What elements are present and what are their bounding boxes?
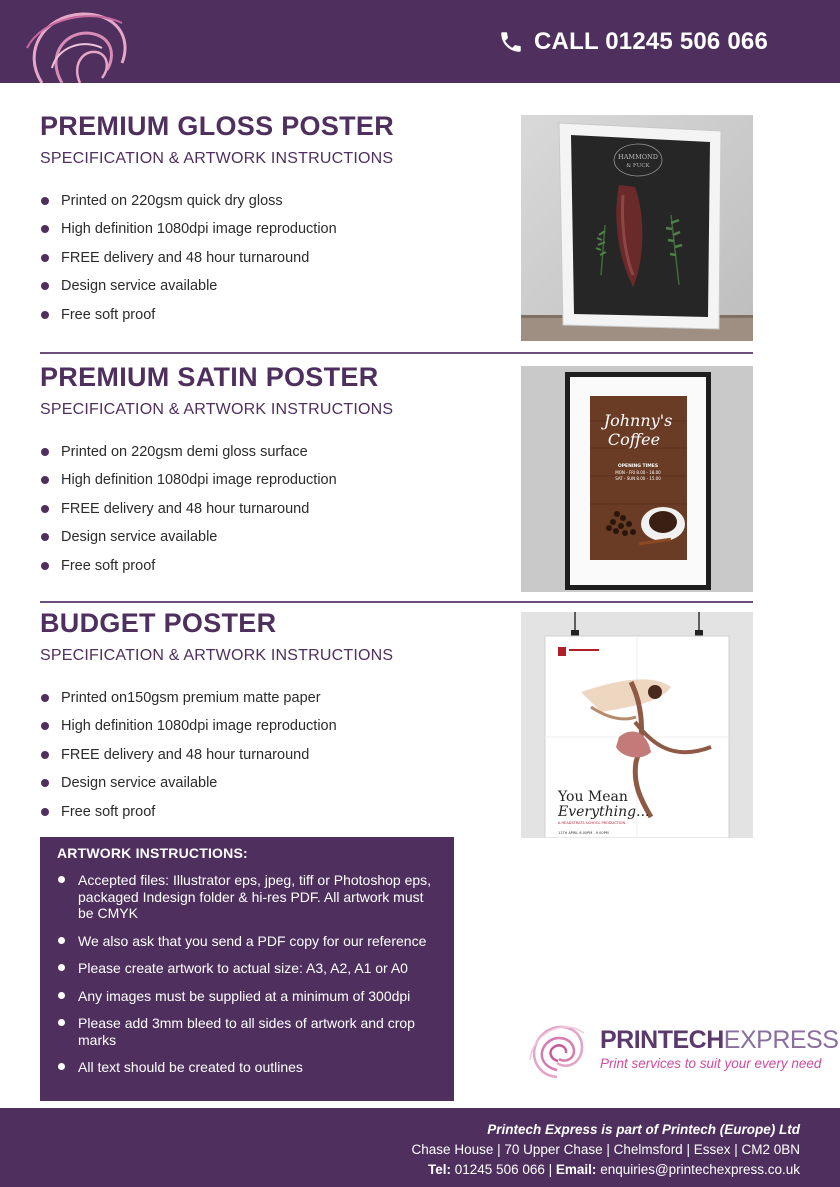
list-item: Accepted files: Illustrator eps, jpeg, tiff or Photoshop eps, packaged Indesign folder & hi-res PDF. All artwork must be CMYK: [78, 872, 442, 922]
header-bar: [0, 0, 840, 83]
printech-logo: [522, 1015, 839, 1085]
artwork-heading: ARTWORK INSTRUCTIONS:: [57, 845, 248, 861]
budget-tagline: A HEADSTRATS SCHOOL PRODUCTION: [558, 821, 626, 825]
gloss-brand-1: HAMMOND: [618, 153, 658, 161]
section-subtitle: SPECIFICATION & ARTWORK INSTRUCTIONS: [40, 401, 394, 418]
list-item: Printed on 220gsm quick dry gloss: [40, 192, 460, 220]
list-item: Design service available: [40, 277, 460, 305]
list-item: Free soft proof: [40, 306, 460, 334]
phone-icon: [498, 29, 524, 55]
budget-footer: 11TH APRIL 6.00PM - 9.00PM: [558, 831, 609, 835]
list-item: Printed on150gsm premium matte paper: [40, 689, 460, 717]
satin-hours-1: MON - FRI 8.00 - 18.00: [615, 470, 661, 475]
section-subtitle: SPECIFICATION & ARTWORK INSTRUCTIONS: [40, 647, 394, 664]
spec-list: [40, 689, 460, 831]
section-title: PREMIUM SATIN POSTER: [40, 362, 379, 392]
list-item: FREE delivery and 48 hour turnaround: [40, 249, 460, 277]
footer-address: Chase House | 70 Upper Chase | Chelmsford | Essex | CM2 0BN: [411, 1142, 800, 1157]
budget-poster-image: [521, 612, 753, 838]
list-item: FREE delivery and 48 hour turnaround: [40, 746, 460, 774]
budget-headline-2: Everything...: [558, 804, 650, 820]
footer-company-line: Printech Express is part of Printech (Europe) Ltd: [487, 1122, 800, 1137]
satin-hours-heading: OPENING TIMES: [617, 464, 659, 469]
list-item: High definition 1080dpi image reproduction: [40, 471, 460, 499]
gloss-brand-2: & FUCK: [626, 163, 650, 169]
logo-name: PRINTECHEXPRESS: [600, 1026, 839, 1054]
section-title: BUDGET POSTER: [40, 608, 277, 638]
section-budget: [40, 608, 460, 831]
logo-tagline: Print services to suit your every need: [600, 1056, 822, 1071]
section-satin: [40, 362, 460, 585]
call-phone[interactable]: [498, 28, 768, 56]
artwork-list: [40, 872, 454, 1076]
list-item: FREE delivery and 48 hour turnaround: [40, 500, 460, 528]
section-divider: [40, 352, 753, 354]
satin-title-2: Coffee: [607, 430, 661, 449]
satin-poster-image: [521, 366, 753, 592]
footer-email-link[interactable]: enquiries@printechexpress.co.uk: [600, 1162, 800, 1177]
list-item: Printed on 220gsm demi gloss surface: [40, 443, 460, 471]
footer-bar: [0, 1108, 840, 1187]
budget-headline-1: You Mean: [558, 789, 628, 805]
list-item: Please add 3mm bleed to all sides of artwork and crop marks: [78, 1015, 442, 1048]
list-item: Design service available: [40, 774, 460, 802]
printech-swirl-icon: [522, 1015, 592, 1085]
list-item: Any images must be supplied at a minimum of 300dpi: [78, 988, 442, 1005]
list-item: Please create artwork to actual size: A3, A2, A1 or A0: [78, 960, 442, 977]
list-item: Design service available: [40, 528, 460, 556]
logo-swirl-icon: [22, 8, 137, 83]
list-item: Free soft proof: [40, 803, 460, 831]
section-divider: [40, 601, 753, 603]
list-item: All text should be created to outlines: [78, 1059, 442, 1076]
list-item: We also ask that you send a PDF copy for our reference: [78, 933, 442, 950]
gloss-poster-image: [521, 115, 753, 341]
artwork-instructions-box: [40, 837, 454, 1101]
section-gloss: [40, 111, 460, 334]
spec-list: [40, 192, 460, 334]
phone-number: CALL 01245 506 066: [534, 28, 768, 55]
satin-title-1: Johnny's: [603, 411, 673, 430]
list-item: High definition 1080dpi image reproduction: [40, 220, 460, 248]
spec-list: [40, 443, 460, 585]
satin-hours-2: SAT - SUN 8.00 - 15.00: [615, 476, 661, 481]
list-item: High definition 1080dpi image reproduction: [40, 717, 460, 745]
section-subtitle: SPECIFICATION & ARTWORK INSTRUCTIONS: [40, 150, 394, 167]
footer-contact: Tel: 01245 506 066 | Email: enquiries@printechexpress.co.uk: [428, 1162, 800, 1177]
section-title: PREMIUM GLOSS POSTER: [40, 111, 395, 141]
list-item: Free soft proof: [40, 557, 460, 585]
footer-tel[interactable]: 01245 506 066: [454, 1162, 545, 1177]
